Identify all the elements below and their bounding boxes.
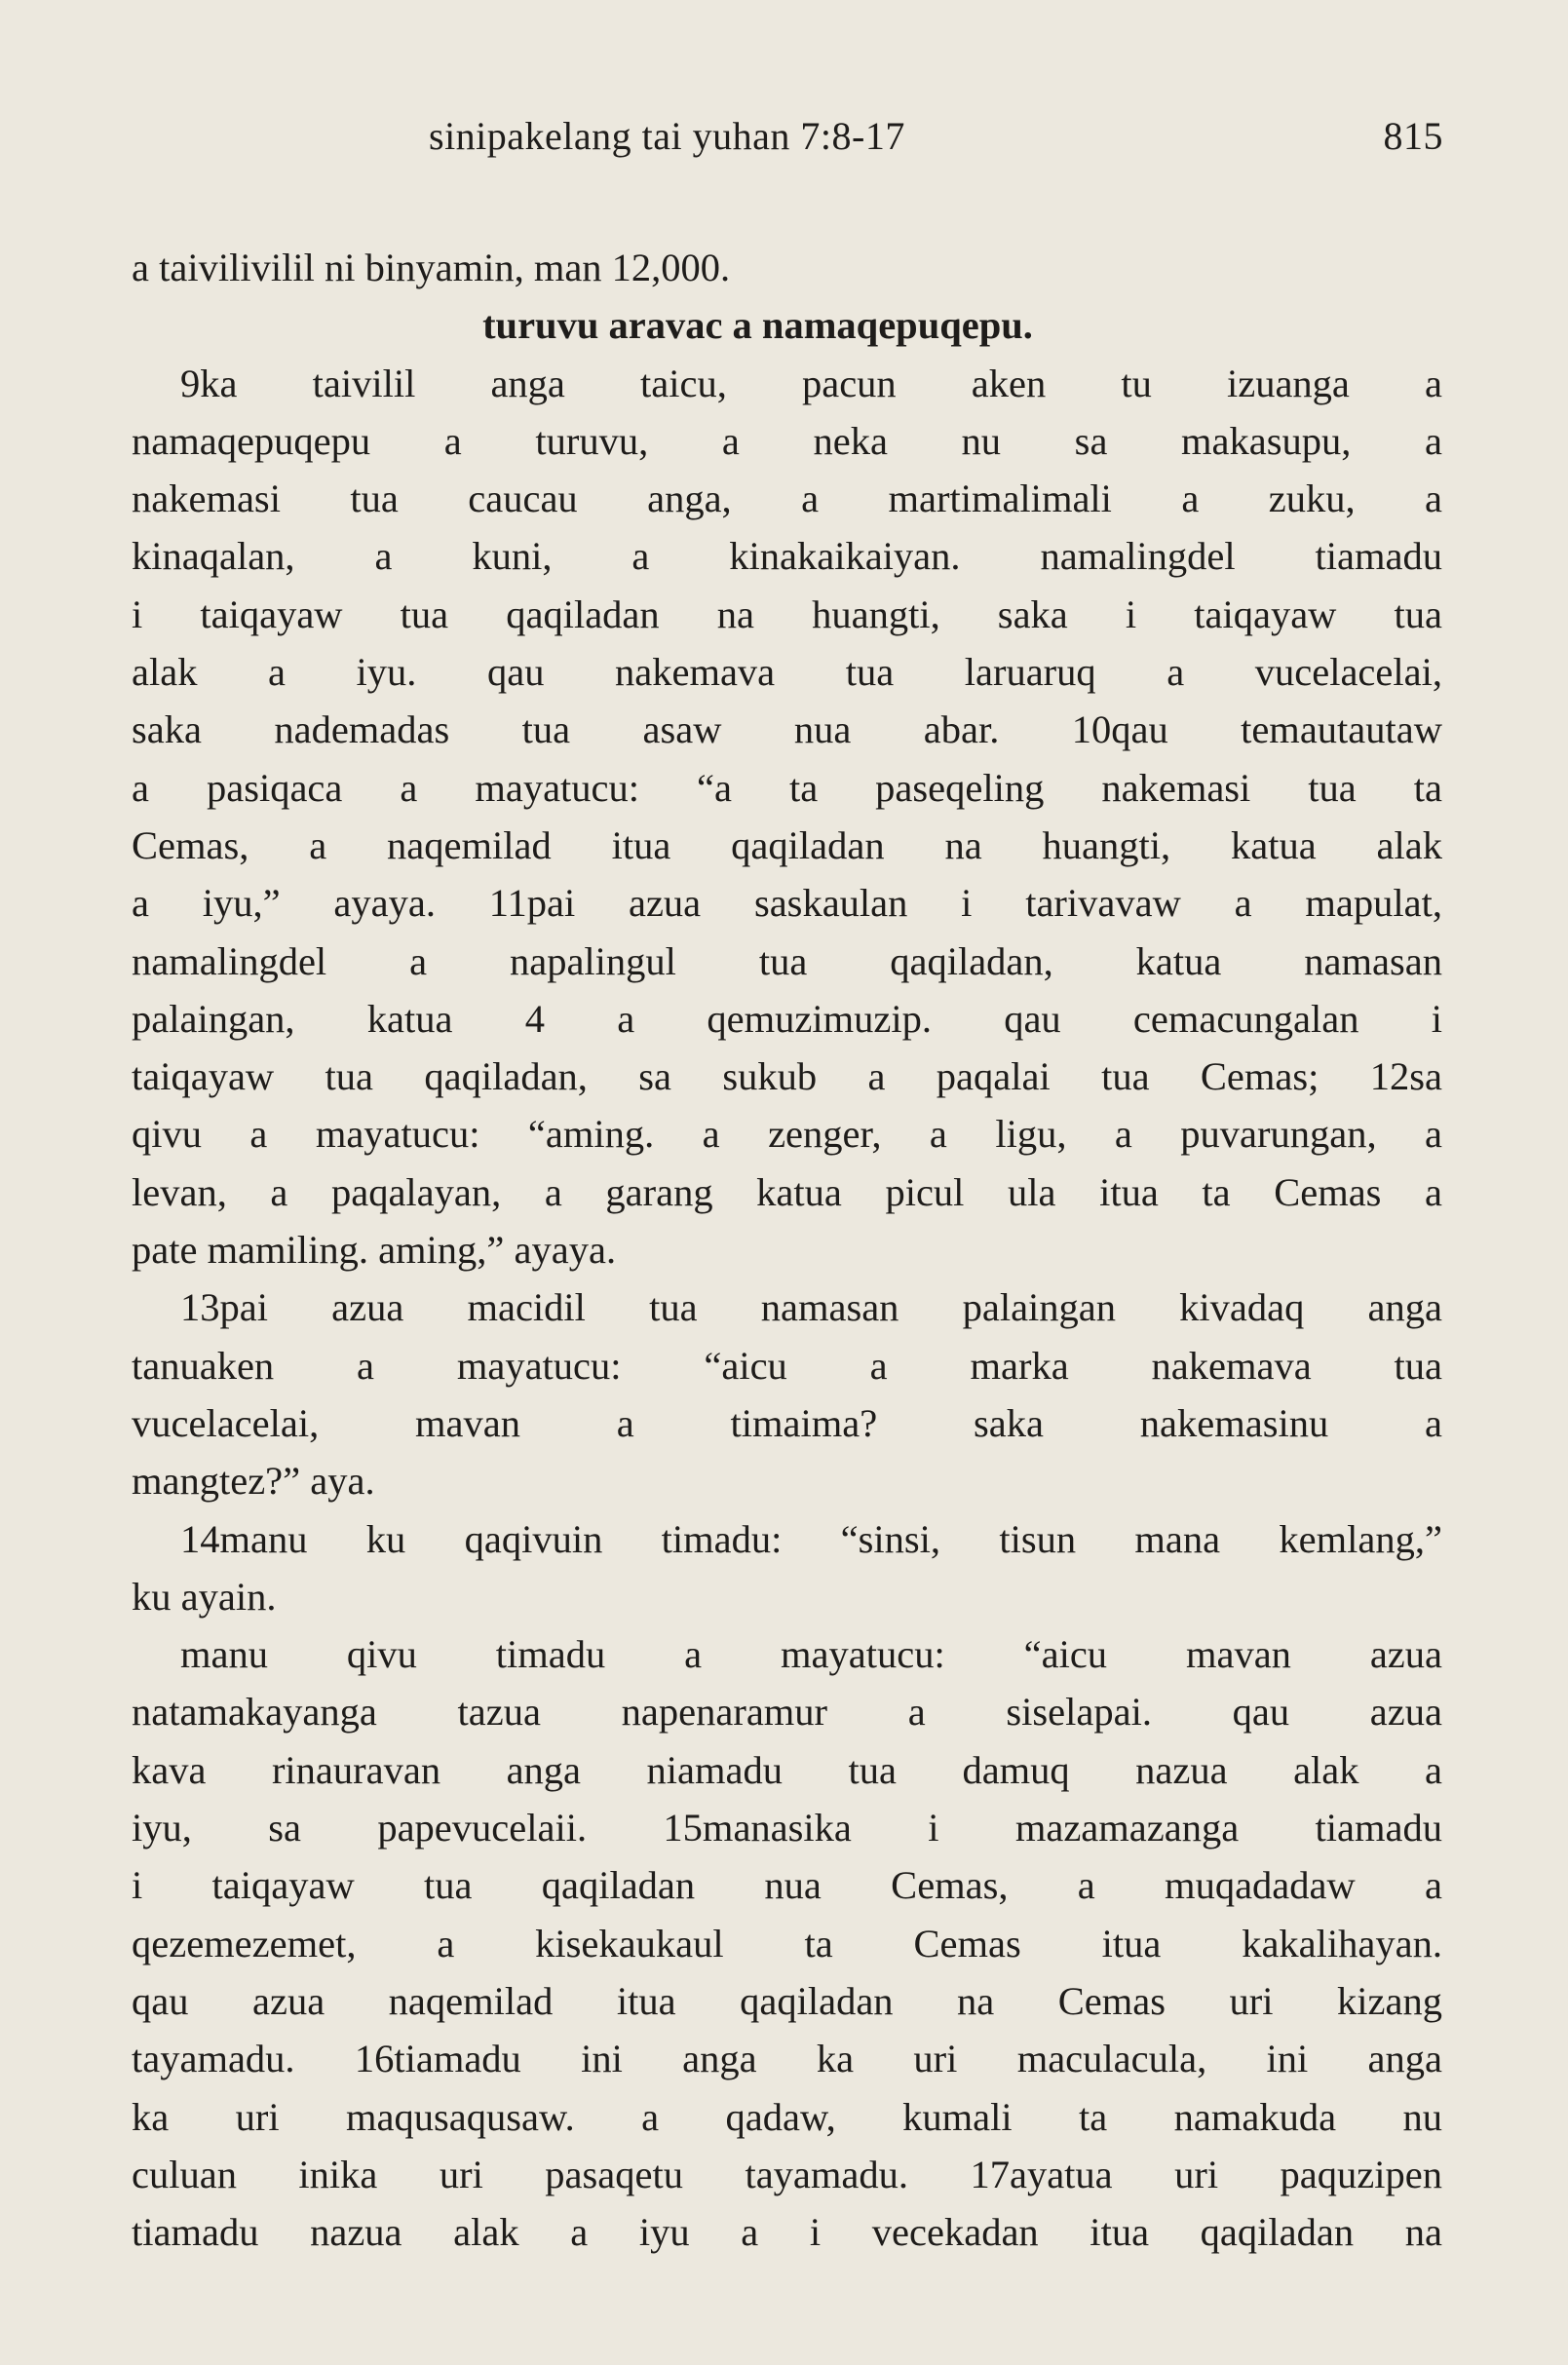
text-line: namalingdel a napalingul tua qaqiladan, katua namasan (132, 938, 1442, 983)
text-line: culuan inika uri pasaqetu tayamadu. 17ayatua uri paquzipen (132, 2152, 1442, 2196)
text-line: mangtez?” aya. (132, 1459, 375, 1504)
text-line: qezemezemet, a kisekaukaul ta Cemas itua kakalihayan. (132, 1921, 1442, 1965)
text-line: palaingan, katua 4 a qemuzimuzip. qau cemacungalan i (132, 996, 1442, 1041)
text-line: saka nademadas tua asaw nua abar. 10qau temautautaw (132, 707, 1442, 752)
text-line: tiamadu nazua alak a iyu a i vecekadan itua qaqiladan na (132, 2210, 1442, 2255)
text-line: namaqepuqepu a turuvu, a neka nu sa makasupu, a (132, 418, 1442, 463)
text-line: manu qivu timadu a mayatucu: “aicu mavan azua (180, 1632, 1442, 1677)
text-line: ka uri maqusaqusaw. a qadaw, kumali ta namakuda nu (132, 2094, 1442, 2139)
running-title: sinipakelang tai yuhan 7:8-17 (429, 114, 905, 158)
text-line: a pasiqaca a mayatucu: “a ta paseqeling nakemasi tua ta (132, 765, 1442, 810)
text-line: a taivilivilil ni binyamin, man 12,000. (132, 246, 731, 289)
text-line: pate mamiling. aming,” ayaya. (132, 1228, 617, 1273)
text-line: nakemasi tua caucau anga, a martimalimali a zuku, a (132, 477, 1442, 521)
text-line: kinaqalan, a kuni, a kinakaikaiyan. namalingdel tiamadu (132, 534, 1442, 579)
text-line: a iyu,” ayaya. 11pai azua saskaulan i tarivavaw a mapulat, (132, 881, 1442, 926)
text-line: iyu, sa papevucelaii. 15manasika i mazamazanga tiamadu (132, 1806, 1442, 1850)
text-line: i taiqayaw tua qaqiladan nua Cemas, a muqadadaw a (132, 1863, 1442, 1908)
text-line: vucelacelai, mavan a timaima? saka nakemasinu a (132, 1400, 1442, 1445)
page-header (0, 109, 1568, 168)
text-line: tanuaken a mayatucu: “aicu a marka nakemava tua (132, 1343, 1442, 1388)
text-line: levan, a paqalayan, a garang katua picul ula itua ta Cemas a (132, 1169, 1442, 1214)
text-line: taiqayaw tua qaqiladan, sa sukub a paqalai tua Cemas; 12sa (132, 1054, 1442, 1099)
text-line: qivu a mayatucu: “aming. a zenger, a ligu, a puvarungan, a (132, 1112, 1442, 1157)
text-line: alak a iyu. qau nakemava tua laruaruq a vucelacelai, (132, 650, 1442, 695)
text-line: i taiqayaw tua qaqiladan na huangti, saka i taiqayaw tua (132, 591, 1442, 636)
text-line: tayamadu. 16tiamadu ini anga ka uri maculacula, ini anga (132, 2037, 1442, 2081)
page-number: 815 (1383, 114, 1443, 158)
body-text (132, 239, 1442, 2261)
text-line: Cemas, a naqemilad itua qaqiladan na huangti, katua alak (132, 822, 1442, 867)
section-heading: turuvu aravac a namaqepuqepu. (482, 303, 1033, 348)
text-line: kava rinauravan anga niamadu tua damuq nazua alak a (132, 1747, 1442, 1792)
text-line: 13pai azua macidil tua namasan palaingan kivadaq anga (180, 1285, 1442, 1330)
text-line: 14manu ku qaqivuin timadu: “sinsi, tisun mana kemlang,” (180, 1516, 1442, 1561)
text-line: 9ka taivilil anga taicu, pacun aken tu izuanga a (180, 361, 1442, 405)
text-line: natamakayanga tazua napenaramur a siselapai. qau azua (132, 1690, 1442, 1735)
text-line: qau azua naqemilad itua qaqiladan na Cemas uri kizang (132, 1978, 1442, 2023)
text-line: ku ayain. (132, 1574, 277, 1619)
